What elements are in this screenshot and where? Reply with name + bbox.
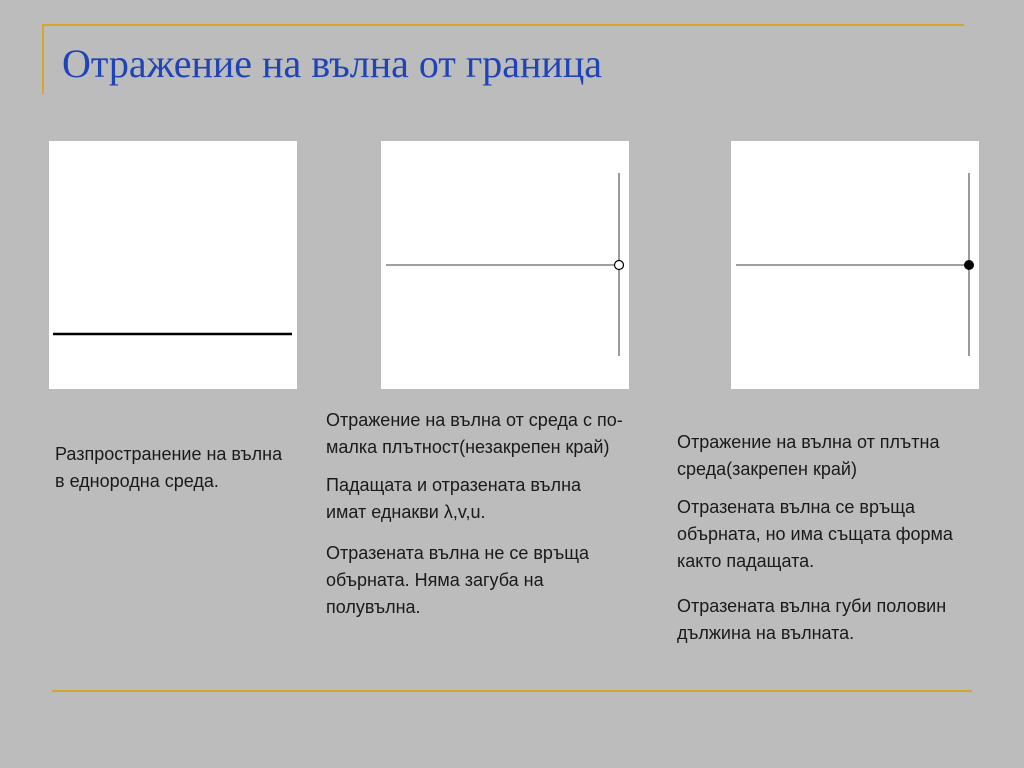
column-free-end-text	[326, 407, 626, 621]
paragraph: Отражение на вълна от среда с по-малка плътност(незакрепен край)	[326, 410, 623, 457]
bottom-accent-line	[52, 690, 972, 692]
left-accent-line	[42, 24, 44, 94]
paragraph: Отразената вълна губи половин дължина на вълната.	[677, 596, 947, 643]
diagram-uniform-medium	[49, 141, 297, 389]
free-end-svg	[381, 141, 629, 389]
paragraph: Отразената вълна не се връща обърната. Няма загуба на полувълна.	[326, 543, 590, 617]
diagram-free-end	[381, 141, 629, 389]
paragraph: Падащата и отразената вълна имат еднакви λ,v,u.	[326, 475, 582, 522]
diagram-fixed-end	[731, 141, 979, 389]
top-accent-line	[42, 24, 964, 26]
fixed-end-svg	[731, 141, 979, 389]
uniform-medium-svg	[49, 141, 297, 389]
paragraph: Отражение на вълна от плътна среда(закрепен край)	[677, 432, 940, 479]
column-uniform-text	[55, 441, 295, 495]
paragraph: Отразената вълна се връща обърната, но има същата форма както падащата.	[677, 497, 953, 571]
open-circle-node-icon	[615, 261, 624, 270]
column-fixed-end-text	[677, 429, 997, 647]
paragraph: Разпространение на вълна в еднородна среда.	[55, 444, 283, 491]
filled-circle-node-icon	[965, 261, 974, 270]
slide-title: Отражение на вълна от граница	[62, 41, 602, 86]
